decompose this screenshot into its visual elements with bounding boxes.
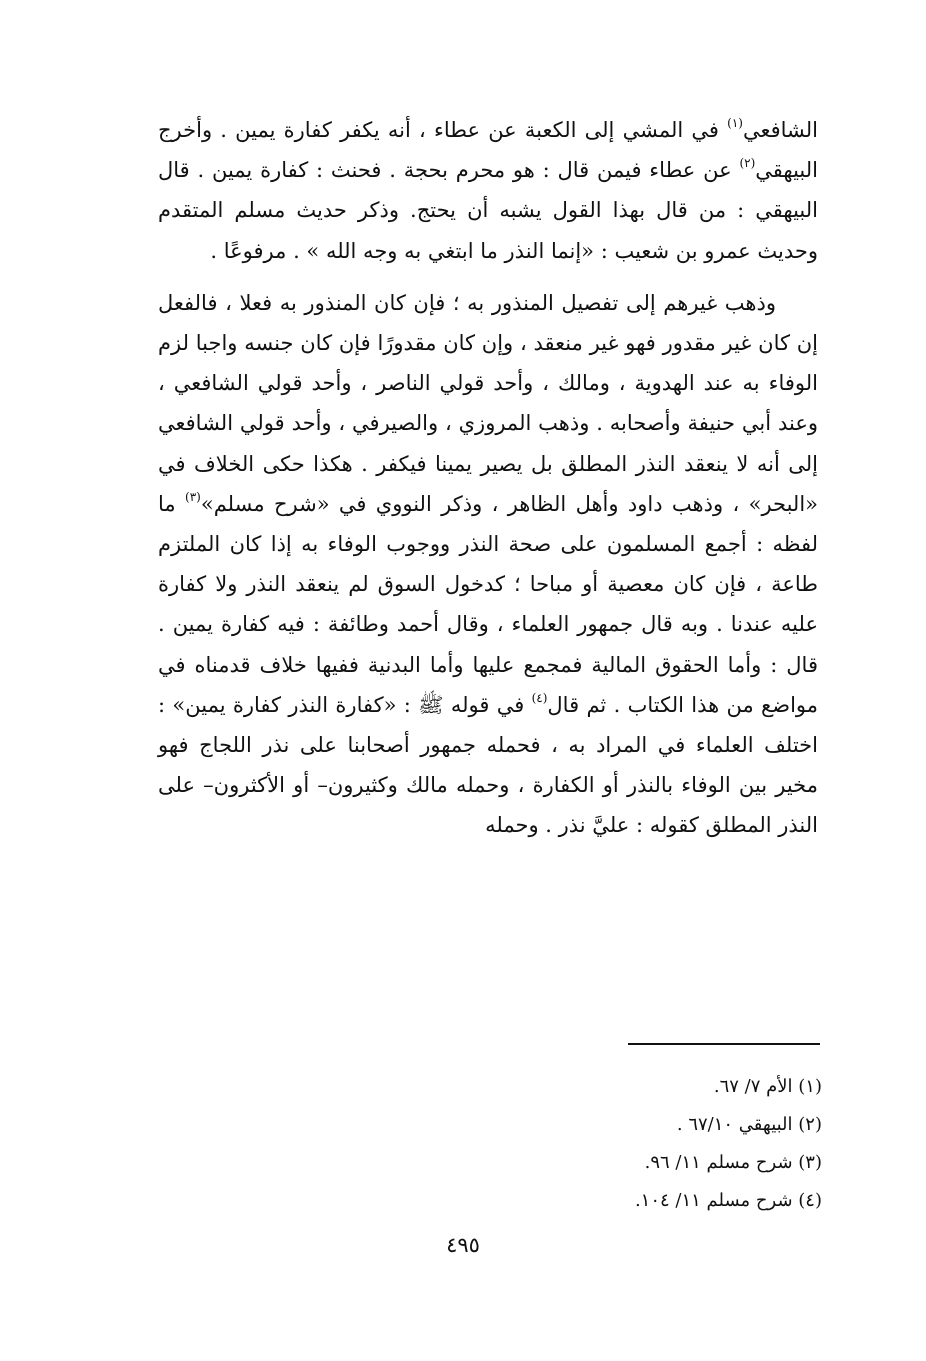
main-text (158, 110, 818, 846)
text-run: في المشي إلى الكعبة عن عطاء ، أنه يكفر كفارة يمين . وأخرج البيهقي (158, 118, 818, 183)
footnote-ref-4: (٤) (531, 690, 548, 705)
footnote-separator (628, 1043, 820, 1045)
footnote-2: (٢) البيهقي ٦٧/١٠ . (676, 1114, 822, 1135)
page-number: ٤٩٥ (446, 1233, 480, 1257)
footnote-ref-1: (١) (727, 116, 743, 130)
text-run: وذهب غيرهم إلى تفصيل المنذور به ؛ فإن كان المنذور به فعلا ، فالفعل إن كان غير مقدور فهو غير منعقد ، وإن كان مقدورًا فإن كان جنسه واجبا لزم الوفاء به عند الهدوية ، ومالك ، وأحد قولي الناصر ، وأحد قولي الشافعي ، وعند أبي حنيفة وأصحابه . وذهب المروزي ، والصيرفي ، وأحد قولي الشافعي إلى أنه لا ينعقد النذر المطلق بل يصير يمينا فيكفر . هكذا حكى الخلاف في «البحر» ، وذهب داود وأهل الظاهر ، وذكر النووي في «شرح مسلم» (158, 290, 818, 516)
footnotes (470, 1068, 822, 1220)
footnote-1: (١) الأم ٧/ ٦٧. (713, 1076, 822, 1097)
text-run: الشافعي (742, 118, 818, 142)
footnote-4: (٤) شرح مسلم ١١/ ١٠٤. (634, 1190, 822, 1211)
paragraph-2 (158, 283, 818, 846)
text-run: في قوله ﷺ : «كفارة النذر كفارة يمين» : اختلف العلماء في المراد به ، فحمله جمهور أصحابنا على نذر اللجاج فهو مخير بين الوفاء بالنذر أو الكفارة ، وحمله مالك وكثيرون– أو الأكثرون– على النذر المطلق كقوله : عليَّ نذر . وحمله (158, 692, 818, 838)
text-run: عن عطاء فيمن قال : هو محرم بحجة . فحنث : كفارة يمين . قال البيهقي : من قال بهذا القول يشبه أن يحتج. وذكر حديث مسلم المتقدم وحديث عمرو بن شعيب : «إنما النذر ما ابتغي به وجه الله » . مرفوعًا . (158, 158, 818, 263)
text-run: ما لفظه : أجمع المسلمون على صحة النذر ووجوب الوفاء به إذا كان الملتزم طاعة ، فإن كان معصية أو مباحا ؛ كدخول السوق لم ينعقد النذر ولا كفارة عليه عندنا . وبه قال جمهور العلماء ، وقال أحمد وطائفة : فيه كفارة يمين . قال : وأما الحقوق المالية فمجمع عليها وأما البدنية ففيها خلاف قدمناه في مواضع من هذا الكتاب . ثم قال (158, 491, 818, 717)
footnote-3: (٣) شرح مسلم ١١/ ٩٦. (644, 1152, 822, 1173)
paragraph-1 (158, 110, 818, 271)
footnote-ref-2: (٢) (739, 156, 756, 171)
footnote-ref-3: (٣) (185, 489, 201, 504)
